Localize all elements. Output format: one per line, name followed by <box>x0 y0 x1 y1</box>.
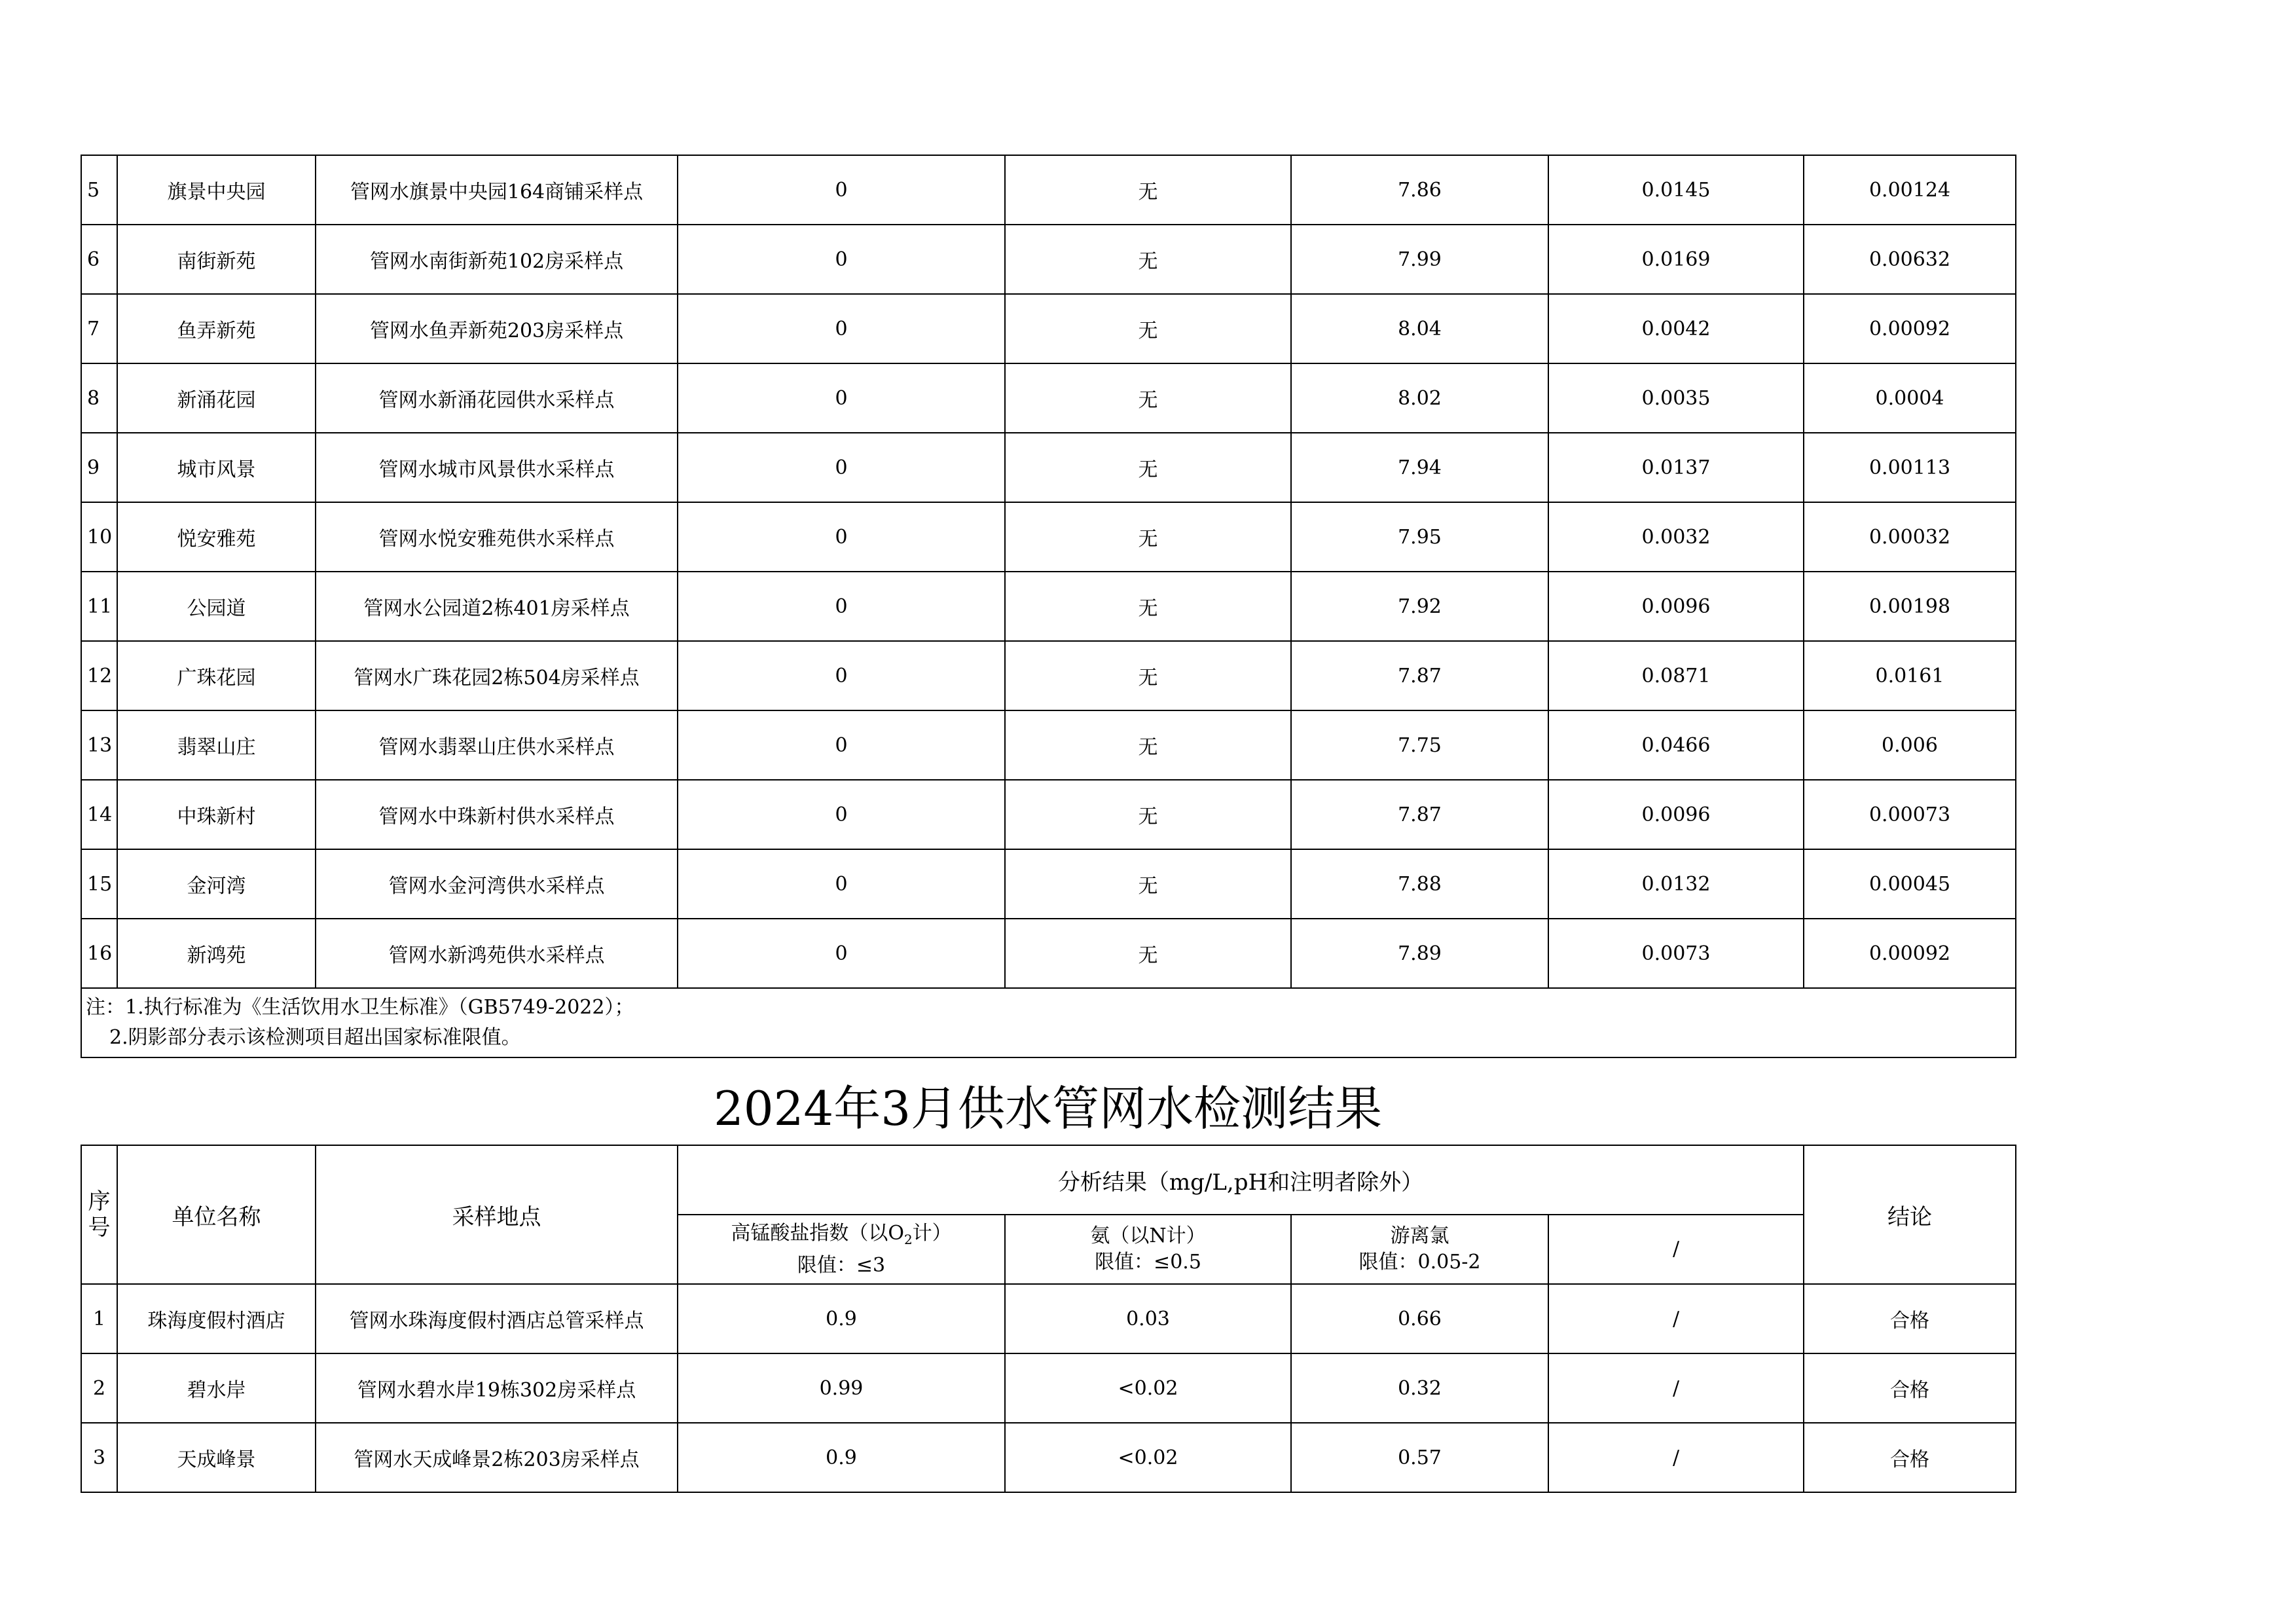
cell-result: 合格 <box>1804 1353 2016 1423</box>
cell-c5: 0.00632 <box>1804 225 2016 294</box>
cell-c2: 无 <box>1005 849 1291 919</box>
cell-c5: 0.0004 <box>1804 363 2016 433</box>
cell-no: 3 <box>81 1423 117 1492</box>
cell-c2: <0.02 <box>1005 1353 1291 1423</box>
cell-c2: 无 <box>1005 225 1291 294</box>
header-conclusion: 结论 <box>1804 1145 2016 1284</box>
cell-c2: 无 <box>1005 572 1291 641</box>
table-row <box>81 710 2016 780</box>
cell-c1: 0 <box>678 849 1005 919</box>
cell-site: 管网水天成峰景2栋203房采样点 <box>316 1423 678 1492</box>
cell-c2: <0.02 <box>1005 1423 1291 1492</box>
table-row <box>81 433 2016 502</box>
table-row <box>81 1284 2016 1353</box>
cell-c1: 0 <box>678 710 1005 780</box>
cell-unit: 旗景中央园 <box>117 155 316 225</box>
notes-row <box>81 988 2016 1057</box>
cell-unit: 城市风景 <box>117 433 316 502</box>
cell-c4: 0.0466 <box>1548 710 1804 780</box>
cell-c3: 8.02 <box>1291 363 1548 433</box>
cell-no: 2 <box>81 1353 117 1423</box>
cell-c1: 0 <box>678 155 1005 225</box>
header-free-chlorine <box>1291 1215 1548 1284</box>
cell-c1: 0 <box>678 919 1005 988</box>
cell-c4: 0.0169 <box>1548 225 1804 294</box>
cell-site: 管网水新鸿苑供水采样点 <box>316 919 678 988</box>
cell-c1: 0 <box>678 363 1005 433</box>
table-row <box>81 849 2016 919</box>
results-table-march <box>81 1145 2016 1493</box>
cell-c2: 无 <box>1005 780 1291 849</box>
cell-c5: 0.00124 <box>1804 155 2016 225</box>
cell-unit: 鱼弄新苑 <box>117 294 316 363</box>
cell-no: 12 <box>81 641 117 710</box>
cell-no: 16 <box>81 919 117 988</box>
header-no <box>81 1145 117 1284</box>
cell-c4: 0.0032 <box>1548 502 1804 572</box>
cell-result: 合格 <box>1804 1284 2016 1353</box>
cell-site: 管网水金河湾供水采样点 <box>316 849 678 919</box>
cell-result: 合格 <box>1804 1423 2016 1492</box>
header-permanganate-limit: 限值：≤3 <box>797 1253 886 1277</box>
cell-unit: 公园道 <box>117 572 316 641</box>
table-row <box>81 155 2016 225</box>
cell-c5: 0.0161 <box>1804 641 2016 710</box>
cell-no: 13 <box>81 710 117 780</box>
cell-c1: 0 <box>678 780 1005 849</box>
cell-unit: 新涌花园 <box>117 363 316 433</box>
cell-no: 8 <box>81 363 117 433</box>
cell-c4: 0.0137 <box>1548 433 1804 502</box>
cell-site: 管网水碧水岸19栋302房采样点 <box>316 1353 678 1423</box>
notes-cell <box>81 988 2016 1057</box>
cell-c3: 7.94 <box>1291 433 1548 502</box>
cell-c2: 无 <box>1005 710 1291 780</box>
cell-c2: 无 <box>1005 294 1291 363</box>
cell-c3: 8.04 <box>1291 294 1548 363</box>
cell-unit: 金河湾 <box>117 849 316 919</box>
cell-c1: 0 <box>678 225 1005 294</box>
header-no-text: 序号 <box>88 1188 111 1241</box>
cell-c1: 0.99 <box>678 1353 1005 1423</box>
note-line-2: 2.阴影部分表示该检测项目超出国家标准限值。 <box>109 1026 521 1049</box>
header-ammonia-title: 氨（以N计） <box>1090 1224 1206 1247</box>
cell-c3: 7.95 <box>1291 502 1548 572</box>
cell-c5: 0.00198 <box>1804 572 2016 641</box>
table-row <box>81 641 2016 710</box>
cell-unit: 中珠新村 <box>117 780 316 849</box>
cell-unit: 翡翠山庄 <box>117 710 316 780</box>
table-row <box>81 502 2016 572</box>
table-row <box>81 919 2016 988</box>
cell-no: 9 <box>81 433 117 502</box>
cell-c3: 0.66 <box>1291 1284 1548 1353</box>
note-line-1: 注：1.执行标准为《生活饮用水卫生标准》（GB5749-2022）； <box>86 996 634 1019</box>
cell-unit: 悦安雅苑 <box>117 502 316 572</box>
cell-c4: 0.0145 <box>1548 155 1804 225</box>
cell-no: 5 <box>81 155 117 225</box>
cell-c1: 0 <box>678 433 1005 502</box>
cell-c3: 7.99 <box>1291 225 1548 294</box>
cell-c1: 0.9 <box>678 1423 1005 1492</box>
cell-no: 1 <box>81 1284 117 1353</box>
cell-site: 管网水珠海度假村酒店总管采样点 <box>316 1284 678 1353</box>
cell-c3: 0.32 <box>1291 1353 1548 1423</box>
cell-c3: 7.87 <box>1291 641 1548 710</box>
header-ammonia-limit: 限值：≤0.5 <box>1095 1251 1201 1274</box>
table-row <box>81 294 2016 363</box>
header-free-chlorine-limit: 限值：0.05-2 <box>1358 1251 1481 1274</box>
cell-c1: 0 <box>678 502 1005 572</box>
cell-c5: 0.00092 <box>1804 294 2016 363</box>
cell-site: 管网水中珠新村供水采样点 <box>316 780 678 849</box>
cell-unit: 新鸿苑 <box>117 919 316 988</box>
cell-c4: 0.0132 <box>1548 849 1804 919</box>
cell-c2: 无 <box>1005 641 1291 710</box>
header-permanganate <box>678 1215 1005 1284</box>
cell-c1: 0 <box>678 641 1005 710</box>
cell-c3: 7.88 <box>1291 849 1548 919</box>
header-unit: 单位名称 <box>117 1145 316 1284</box>
cell-c3: 7.86 <box>1291 155 1548 225</box>
table-row <box>81 1423 2016 1492</box>
cell-c3: 7.75 <box>1291 710 1548 780</box>
cell-c5: 0.00073 <box>1804 780 2016 849</box>
cell-c5: 0.00113 <box>1804 433 2016 502</box>
cell-c4: / <box>1548 1423 1804 1492</box>
results-table-continued <box>81 155 2016 1058</box>
cell-c4: / <box>1548 1353 1804 1423</box>
table-row <box>81 780 2016 849</box>
table-row <box>81 225 2016 294</box>
table-row <box>81 1353 2016 1423</box>
cell-c4: 0.0096 <box>1548 572 1804 641</box>
cell-c1: 0 <box>678 294 1005 363</box>
cell-c4: 0.0096 <box>1548 780 1804 849</box>
header-slash: / <box>1548 1215 1804 1284</box>
cell-unit: 天成峰景 <box>117 1423 316 1492</box>
cell-c1: 0 <box>678 572 1005 641</box>
table-row <box>81 572 2016 641</box>
header-analysis: 分析结果（mg/L,pH和注明者除外） <box>678 1145 1804 1215</box>
results-table-body <box>81 155 2016 988</box>
cell-c5: 0.00092 <box>1804 919 2016 988</box>
header-site: 采样地点 <box>316 1145 678 1284</box>
table-row <box>81 363 2016 433</box>
cell-no: 15 <box>81 849 117 919</box>
header-ammonia <box>1005 1215 1291 1284</box>
cell-site: 管网水悦安雅苑供水采样点 <box>316 502 678 572</box>
cell-unit: 珠海度假村酒店 <box>117 1284 316 1353</box>
cell-unit: 碧水岸 <box>117 1353 316 1423</box>
cell-site: 管网水公园道2栋401房采样点 <box>316 572 678 641</box>
cell-c5: 0.006 <box>1804 710 2016 780</box>
cell-c3: 0.57 <box>1291 1423 1548 1492</box>
cell-c2: 无 <box>1005 155 1291 225</box>
cell-site: 管网水旗景中央园164商铺采样点 <box>316 155 678 225</box>
cell-c3: 7.89 <box>1291 919 1548 988</box>
cell-no: 7 <box>81 294 117 363</box>
cell-c5: 0.00032 <box>1804 502 2016 572</box>
cell-c3: 7.92 <box>1291 572 1548 641</box>
cell-c4: 0.0871 <box>1548 641 1804 710</box>
cell-c4: 0.0035 <box>1548 363 1804 433</box>
header-free-chlorine-title: 游离氯 <box>1390 1224 1449 1247</box>
cell-site: 管网水城市风景供水采样点 <box>316 433 678 502</box>
cell-site: 管网水鱼弄新苑203房采样点 <box>316 294 678 363</box>
cell-c4: / <box>1548 1284 1804 1353</box>
page-title: 2024年3月供水管网水检测结果 <box>713 1081 1383 1136</box>
cell-c2: 无 <box>1005 919 1291 988</box>
header-row-1 <box>81 1145 2016 1215</box>
cell-c4: 0.0073 <box>1548 919 1804 988</box>
cell-no: 10 <box>81 502 117 572</box>
cell-no: 6 <box>81 225 117 294</box>
cell-c2: 无 <box>1005 363 1291 433</box>
cell-c5: 0.00045 <box>1804 849 2016 919</box>
cell-site: 管网水南街新苑102房采样点 <box>316 225 678 294</box>
cell-no: 14 <box>81 780 117 849</box>
cell-unit: 广珠花园 <box>117 641 316 710</box>
cell-c2: 无 <box>1005 433 1291 502</box>
cell-site: 管网水新涌花园供水采样点 <box>316 363 678 433</box>
cell-c3: 7.87 <box>1291 780 1548 849</box>
cell-c2: 无 <box>1005 502 1291 572</box>
cell-site: 管网水翡翠山庄供水采样点 <box>316 710 678 780</box>
cell-c2: 0.03 <box>1005 1284 1291 1353</box>
cell-unit: 南街新苑 <box>117 225 316 294</box>
header-permanganate-title: 高锰酸盐指数（以$O_2$计） <box>731 1221 952 1247</box>
cell-c4: 0.0042 <box>1548 294 1804 363</box>
cell-no: 11 <box>81 572 117 641</box>
cell-c1: 0.9 <box>678 1284 1005 1353</box>
cell-site: 管网水广珠花园2栋504房采样点 <box>316 641 678 710</box>
